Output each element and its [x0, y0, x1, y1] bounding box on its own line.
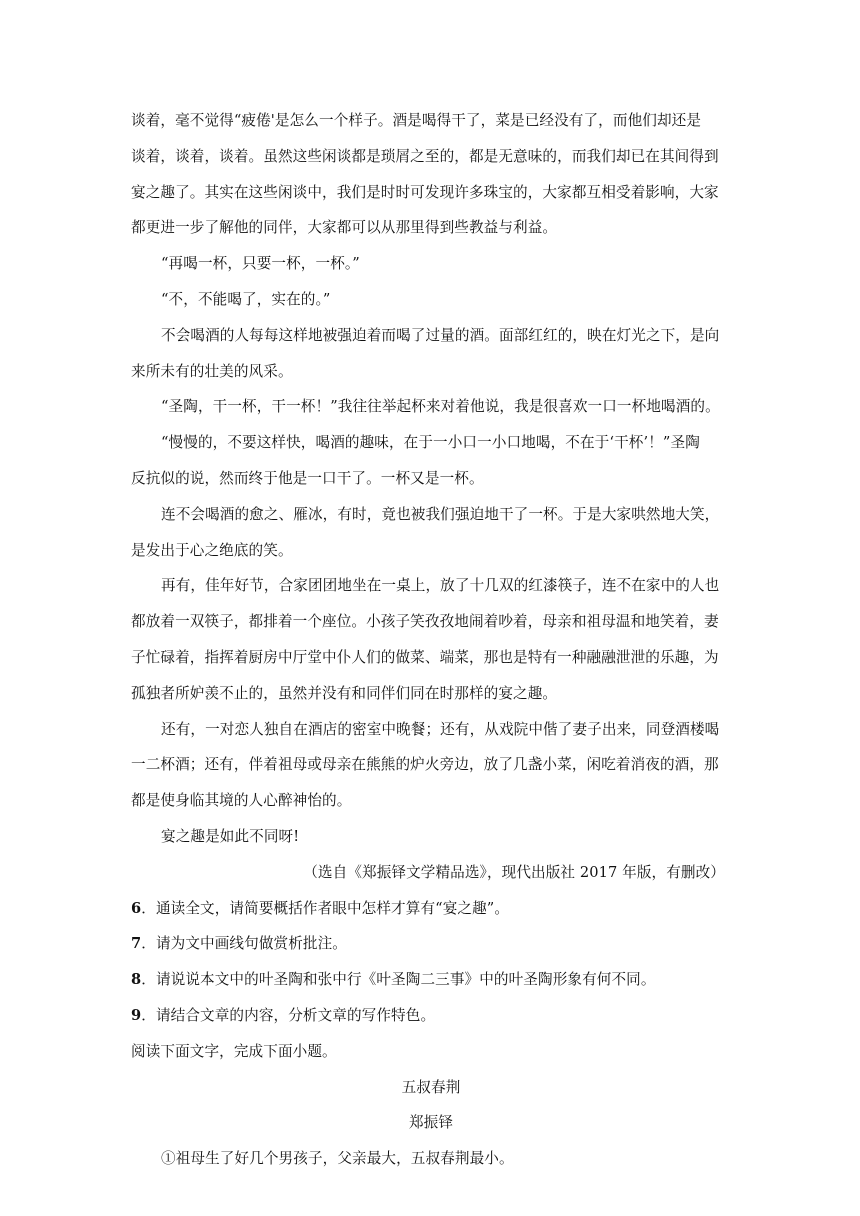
- question-text: ．请说说本文中的叶圣陶和张中行《叶圣陶二三事》中的叶圣陶形象有何不同。: [141, 971, 656, 989]
- article-body: [131, 103, 731, 891]
- article-line: 都更进一步了解他的同伴，大家都可以从那里得到些教益与利益。: [131, 219, 558, 237]
- reading-instruction: 阅读下面文字，完成下面小题。: [131, 1042, 337, 1060]
- source-citation: （选自《郑振铎文学精品选》，现代出版社 2017 年版，有删改）: [303, 863, 725, 881]
- article-line: “慢慢的，不要这样快，喝酒的趣味，在于一小口一小口地喝，不在于‘干杯’！”圣陶: [161, 434, 700, 452]
- essay-title: 五叔春荆: [401, 1078, 461, 1096]
- question-item: [131, 998, 731, 1034]
- article-line: 一二杯酒；还有，伴着祖母或母亲在熊熊的炉火旁边，放了几盏小菜，闲吃着消夜的酒，那: [131, 756, 719, 774]
- question-item: [131, 891, 731, 927]
- essay-first-paragraph: ①祖母生了好几个男孩子，父亲最大，五叔春荆最小。: [161, 1150, 514, 1168]
- article-line: 子忙碌着，指挥着厨房中厅堂中仆人们的做菜、端菜，那也是特有一种融融泄泄的乐趣，为: [131, 648, 719, 666]
- article-line: 孤独者所妒羡不止的，虽然并没有和同伴们同在时那样的宴之趣。: [131, 684, 558, 702]
- question-number: 8: [131, 971, 142, 989]
- question-item: [131, 926, 731, 962]
- article-line: 谈着，谈着，谈着。虽然这些闲谈都是琐屑之至的，都是无意味的，而我们却已在其间得到: [131, 147, 719, 165]
- article-line: 还有，一对恋人独自在酒店的密室中晚餐；还有，从戏院中偕了妻子出来，同登酒楼喝: [161, 720, 720, 738]
- article-line: 是发出于心之绝底的笑。: [131, 541, 293, 559]
- question-number: 9: [131, 1006, 142, 1024]
- question-number: 6: [131, 899, 142, 917]
- question-item: [131, 962, 731, 998]
- article-line: 谈着，毫不觉得“疲倦'是怎么一个样子。酒是喝得干了，菜是已经没有了，而他们却还是: [131, 112, 702, 129]
- question-list: [131, 891, 731, 1034]
- question-text: ．通读全文，请简要概括作者眼中怎样才算有“宴之趣”。: [141, 899, 510, 917]
- article-line: 都放着一双筷子，都排着一个座位。小孩子笑孜孜地闹着吵着，母亲和祖母温和地笑着，妻: [131, 613, 719, 631]
- question-number: 7: [131, 935, 142, 953]
- article-line: 连不会喝酒的愈之、雁冰，有时，竟也被我们强迫地干了一杯。于是大家哄然地大笑，: [161, 505, 720, 523]
- question-text: ．请结合文章的内容，分析文章的写作特色。: [141, 1006, 436, 1024]
- article-line: “再喝一杯，只要一杯，一杯。”: [161, 255, 360, 273]
- article-line: “圣陶，干一杯，干一杯！”我往往举起杯来对着他说，我是很喜欢一口一杯地喝酒的。: [161, 398, 720, 416]
- document-page: [131, 103, 731, 1177]
- article-line: 反抗似的说，然而终于他是一口干了。一杯又是一杯。: [131, 469, 484, 487]
- question-text: ．请为文中画线句做赏析批注。: [141, 935, 347, 953]
- article-line: 都是使身临其境的人心醉神怡的。: [131, 792, 352, 810]
- next-reading-section: [131, 1034, 731, 1177]
- article-line: 宴之趣了。其实在这些闲谈中，我们是时时可发现许多珠宝的，大家都互相受着影响，大家: [131, 183, 719, 201]
- article-line: 不会喝酒的人每每这样地被强迫着而喝了过量的酒。面部红红的，映在灯光之下，是向: [161, 326, 720, 344]
- essay-author: 郑振铎: [408, 1114, 454, 1132]
- article-line: 再有，佳年好节，合家团团地坐在一桌上，放了十几双的红漆筷子，连不在家中的人也: [161, 577, 720, 595]
- article-line: “不，不能喝了，实在的。”: [161, 290, 331, 308]
- article-line: 宴之趣是如此不同呀!: [161, 827, 300, 845]
- article-line: 来所未有的壮美的风采。: [131, 362, 293, 380]
